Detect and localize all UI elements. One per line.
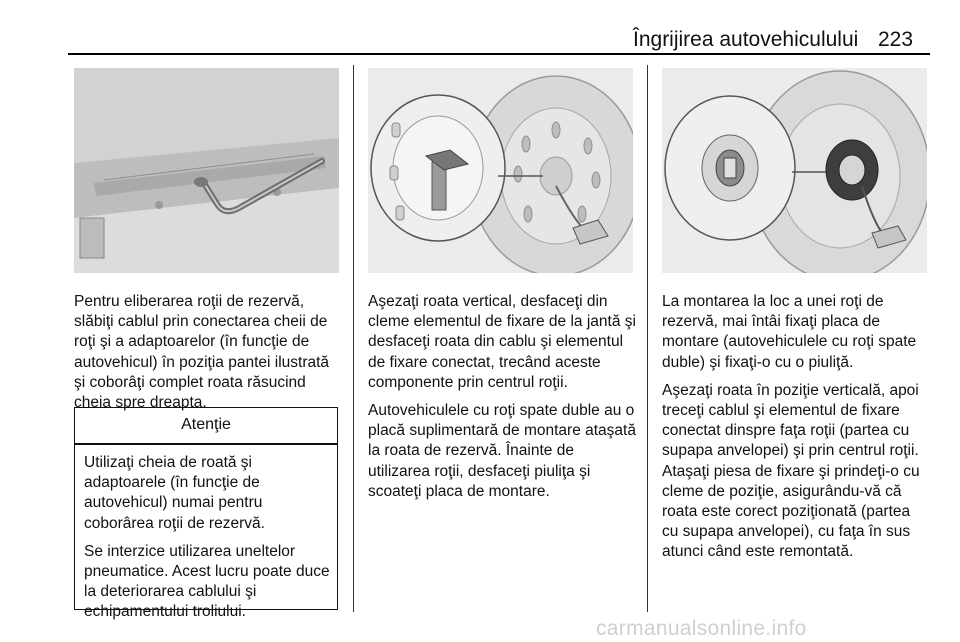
column-divider [353, 65, 354, 612]
page-number: 223 [878, 28, 914, 51]
paragraph: Pentru eliberarea roţii de rezervă, slăbiţi cablul prin conectarea cheii de roţi şi a adaptoarelor (în funcţie de autovehicul) în poziţia pantei ilustrată şi coborâţi complet roata răsucind cheia spre dreapta. [74, 293, 330, 412]
illustration-wrench-winch [74, 68, 339, 273]
section-title: Îngrijirea autovehiculului [633, 28, 859, 51]
illustration-wheel-clip [368, 68, 633, 273]
column-2-text [368, 292, 636, 510]
paragraph: La montarea la loc a unei roţi de rezervă, mai întâi fixaţi placa de montare (autovehiculele cu roţi spate duble) şi fixaţi-o cu o piuliţă. [662, 293, 917, 371]
warning-title: Atenţie [181, 416, 231, 433]
warning-paragraph: Se interzice utilizarea uneltelor pneumatice. Acest lucru poate duce la deteriorarea cablului şi echipamentului troliului. [84, 542, 330, 621]
warning-body [84, 453, 332, 631]
header-rule [68, 53, 930, 55]
watermark: carmanualsonline.info [596, 617, 807, 640]
warning-divider [75, 443, 337, 445]
warning-box [74, 407, 338, 621]
paragraph: Autovehiculele cu roţi spate duble au o placă suplimentară de montare ataşată la roata de rezervă. Înainte de utilizarea roţii, desfaceţi piuliţa şi scoateţi placa de montare. [368, 402, 636, 500]
warning-paragraph: Utilizaţi cheia de roată şi adaptoarele (în funcţie de autovehicul) numai pentru coborârea roţii de rezervă. [84, 454, 265, 532]
paragraph: Aşezaţi roata vertical, desfaceţi din cleme elementul de fixare de la jantă şi desfaceţi roata din cablu şi elementul de fixare conectat, trecând aceste componente prin centrul roţii. [368, 293, 636, 391]
column-1-text [74, 292, 342, 421]
paragraph: Aşezaţi roata în poziţie verticală, apoi treceţi cablul şi elementul de fixare conectat dinspre faţa roţii (partea cu supapa anvelopei) şi prin centrul roţii. Ataşaţi piesa de fixare şi prindeţi-o cu cleme de poziţie, asigurându-vă că roata este corect poziţionată (partea cu supapa anvelopei), cu faţa în sus atunci când este remontată. [662, 381, 920, 561]
column-3-text [662, 292, 930, 571]
illustration-wheel-mounting-plate [662, 68, 927, 273]
column-divider [647, 65, 648, 612]
